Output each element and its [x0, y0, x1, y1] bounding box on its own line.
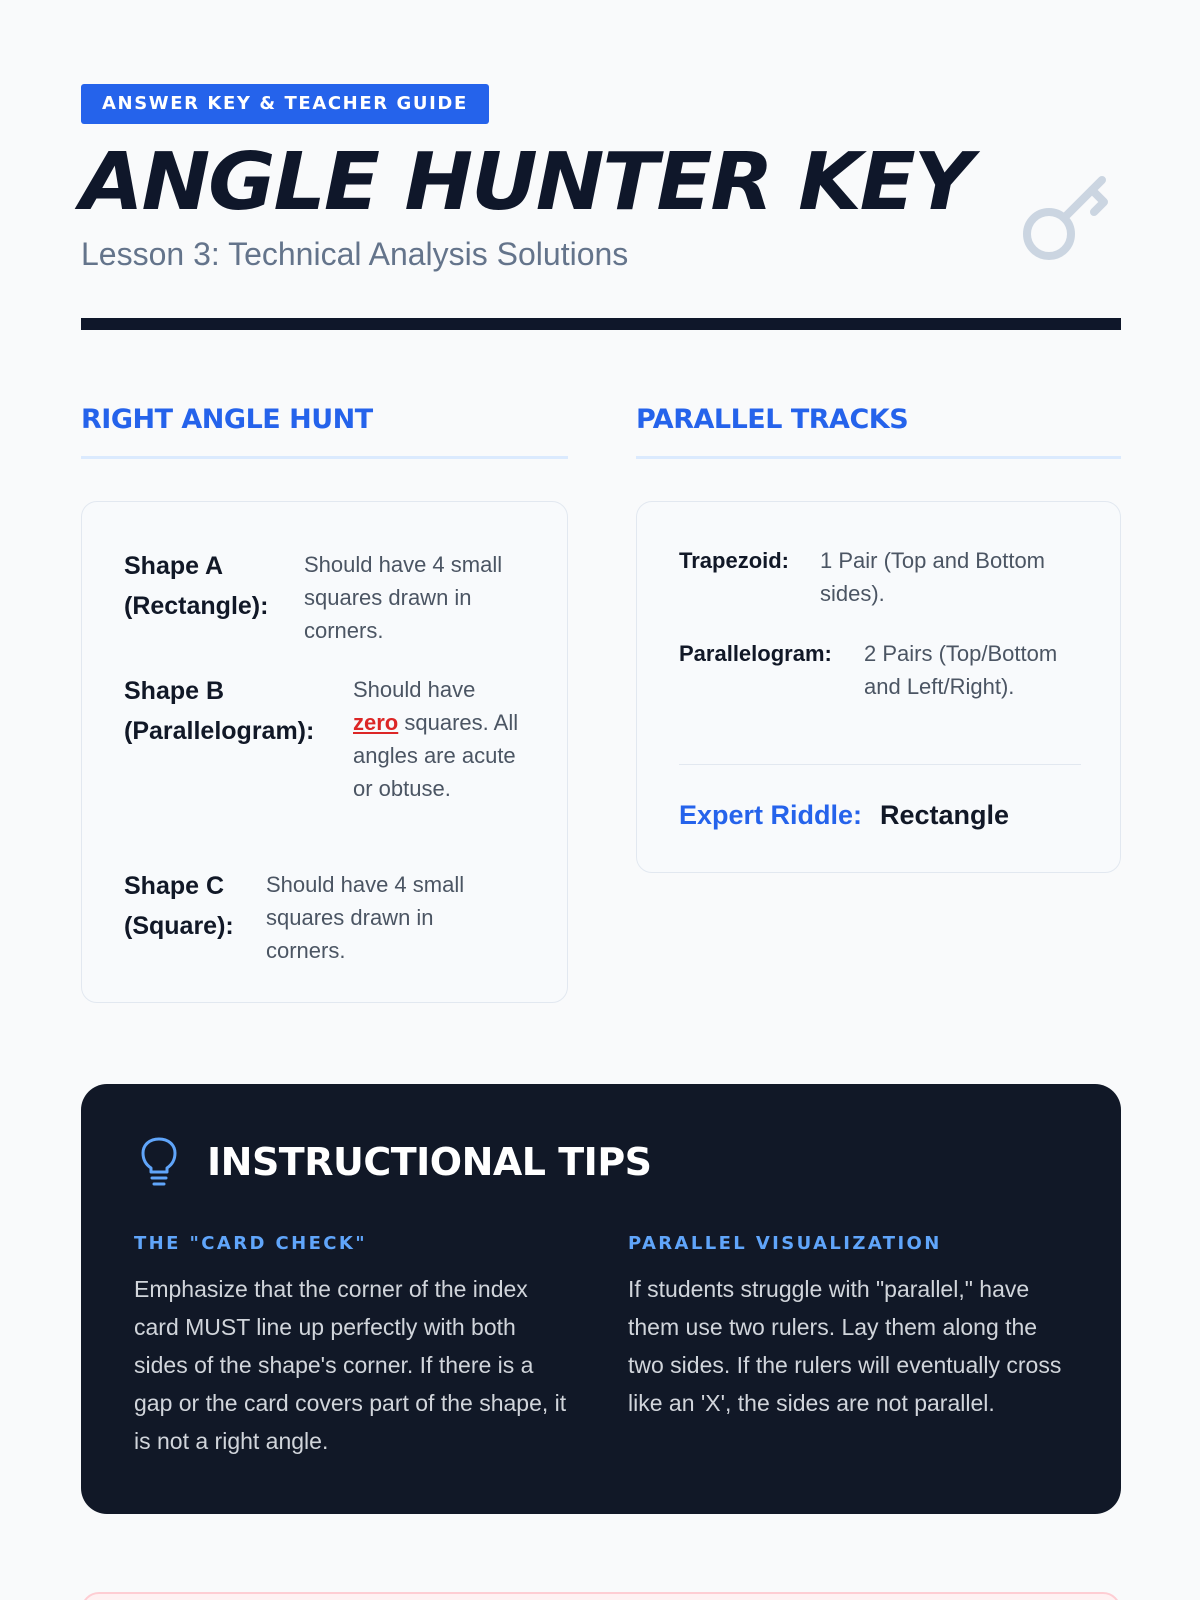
right-angle-hunt-underline: [81, 456, 568, 459]
trapezoid-answer: 1 Pair (Top and Bottom sides).: [820, 548, 1046, 606]
parallelogram-answer: 2 Pairs (Top/Bottom and Left/Right).: [864, 641, 1058, 699]
shape-a-row: [124, 546, 534, 647]
shape-b-label: Shape B (Parallelogram):: [124, 677, 315, 745]
shape-c-label: Shape C (Square):: [124, 872, 234, 940]
parallel-visualization-heading: PARALLEL VISUALIZATION: [628, 1233, 942, 1254]
page-subtitle: Lesson 3: Technical Analysis Solutions: [81, 236, 629, 272]
expert-riddle-answer: Rectangle: [880, 800, 1010, 830]
card-check-heading: THE "CARD CHECK": [134, 1233, 367, 1254]
page-title: ANGLE HUNTER KEY: [80, 136, 972, 228]
parallelogram-label: Parallelogram:: [679, 641, 832, 666]
right-angle-hunt-card: [81, 501, 568, 1003]
parallel-tracks-heading: PARALLEL TRACKS: [636, 404, 909, 435]
parallel-visualization-body: If students struggle with "parallel," have them use two rulers. Lay them along the two sides. If the rulers will eventually cross like an 'X', the sides are not parallel.: [628, 1276, 1062, 1416]
zero-emphasis: zero: [353, 710, 399, 735]
parallel-tracks-underline: [636, 456, 1121, 459]
header-rule: [81, 318, 1121, 330]
card-check-body: Emphasize that the corner of the index card MUST line up perfectly with both sides of the shape's corner. If there is a gap or the card covers part of the shape, it is not a right angle.: [134, 1276, 567, 1454]
riddle-divider: [679, 764, 1081, 765]
next-section-card: [81, 1592, 1121, 1600]
key-icon: [1010, 170, 1120, 280]
answer-key-badge: ANSWER KEY & TEACHER GUIDE: [81, 84, 489, 124]
shape-b-row: [124, 671, 523, 805]
shape-c-row: [124, 866, 506, 967]
instructional-tips-panel: [81, 1084, 1121, 1514]
shape-a-answer: Should have 4 small squares drawn in corners.: [304, 552, 503, 643]
shape-c-answer: Should have 4 small squares drawn in corners.: [266, 872, 465, 963]
lightbulb-icon: [139, 1136, 179, 1188]
shape-a-label: Shape A (Rectangle):: [124, 552, 269, 620]
tips-title: INSTRUCTIONAL TIPS: [207, 1140, 652, 1184]
parallelogram-row: [679, 637, 1064, 703]
right-angle-hunt-heading: RIGHT ANGLE HUNT: [81, 404, 373, 435]
trapezoid-label: Trapezoid:: [679, 548, 790, 573]
parallel-tracks-card: [636, 501, 1121, 873]
trapezoid-row: [679, 544, 1080, 610]
shape-b-answer: Should have zero squares. All angles are acute or obtuse.: [353, 677, 519, 801]
expert-riddle-label: Expert Riddle:: [679, 800, 863, 830]
